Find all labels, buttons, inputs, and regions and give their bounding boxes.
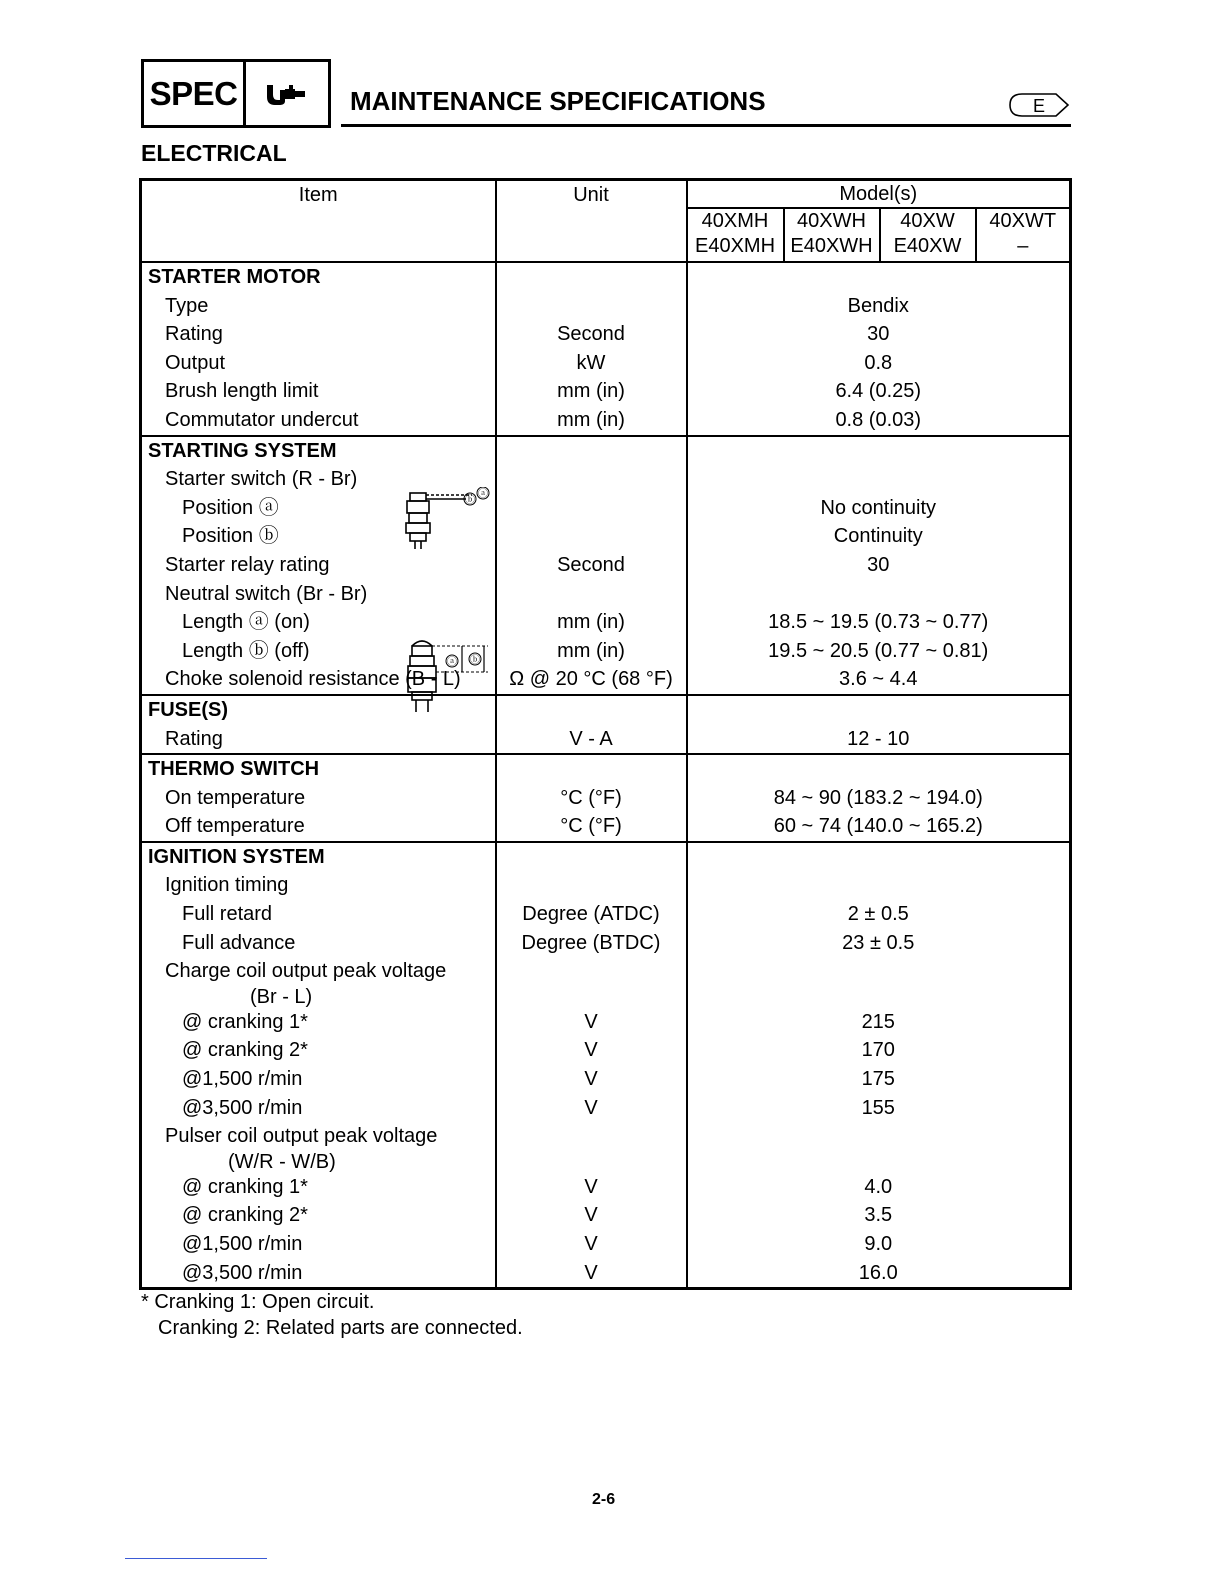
wrench-tab-icon xyxy=(246,62,328,125)
header-unit: Unit xyxy=(496,180,687,263)
thermo-switch-units: °C (°F) °C (°F) xyxy=(496,754,687,842)
starting-system-section xyxy=(141,436,1071,695)
starter-motor-values: Bendix 30 0.8 6.4 (0.25) 0.8 (0.03) xyxy=(687,262,1071,436)
starter-motor-section xyxy=(141,262,1071,436)
fuses-units: V - A xyxy=(496,695,687,754)
starting-system-values: No continuity Continuity 30 18.5 ~ 19.5 (0.73 ~ 0.77) 19.5 ~ 20.5 (0.77 ~ 0.81) 3.6 ~ 4.4 xyxy=(687,436,1071,695)
footnote-line-1: * Cranking 1: Open circuit. xyxy=(141,1291,375,1313)
neutral-switch-diagram xyxy=(404,632,494,722)
starting-system-units: Second mm (in) mm (in) Ω @ 20 °C (68 °F) xyxy=(496,436,687,695)
section-heading: FUSE(S) xyxy=(148,698,228,721)
starting-system-items: STARTING SYSTEM Starter switch (R - Br) Position ⓐ Position ⓑ Starter relay rating Neutral switch (Br - Br) Length ⓐ (on) Length ⓑ (off) Choke solenoid resistance (B - L) ⓑ ⓐ ⓐ ⓑ xyxy=(141,436,496,695)
language-badge-letter: E xyxy=(1032,96,1046,116)
page-title: MAINTENANCE SPECIFICATIONS xyxy=(350,86,766,116)
header-models xyxy=(687,180,1071,263)
svg-text:ⓐ: ⓐ xyxy=(447,656,457,668)
ignition-system-items: IGNITION SYSTEM Ignition timing Full retard Full advance Charge coil output peak voltage (Br - L) @ cranking 1* @ cranking 2* @1,500 r/min @3,500 r/min Pulser coil output peak voltage (W/R - W/B) @ cranking 1* @ cranking 2* @1,500 r/min @3,500 r/min xyxy=(141,842,496,1289)
bottom-rule xyxy=(125,1558,267,1559)
starter-motor-units: Second kW mm (in) mm (in) xyxy=(496,262,687,436)
diagram-label-b: ⓑ xyxy=(465,494,475,506)
thermo-switch-values: 84 ~ 90 (183.2 ~ 194.0) 60 ~ 74 (140.0 ~ 165.2) xyxy=(687,754,1071,842)
starter-motor-items: STARTER MOTOR Type Rating Output Brush length limit Commutator undercut xyxy=(141,262,496,436)
section-heading: IGNITION SYSTEM xyxy=(148,845,325,868)
starter-switch-diagram xyxy=(404,487,496,557)
ignition-system-section xyxy=(141,842,1071,1289)
header-models-title: Model(s) xyxy=(688,181,1070,209)
section-heading: STARTING SYSTEM xyxy=(148,439,337,462)
svg-text:ⓑ: ⓑ xyxy=(470,654,480,666)
table-header-row xyxy=(141,180,1071,263)
title-rule xyxy=(341,124,1071,127)
model-column: 40XWH E40XWH xyxy=(783,209,879,261)
section-heading: STARTER MOTOR xyxy=(148,266,321,288)
section-title: ELECTRICAL xyxy=(141,140,287,166)
footnote xyxy=(141,1289,523,1341)
section-heading: THERMO SWITCH xyxy=(148,758,320,781)
electrical-spec-table xyxy=(139,178,1072,1290)
ignition-system-units: Degree (ATDC) Degree (BTDC) V V V V V V V V xyxy=(496,842,687,1289)
model-column: 40XWT – xyxy=(975,209,1070,261)
model-column: 40XW E40XW xyxy=(879,209,975,261)
fuses-section xyxy=(141,695,1071,754)
thermo-switch-section xyxy=(141,754,1071,842)
spec-label: SPEC xyxy=(144,62,246,125)
spec-tab xyxy=(141,59,331,128)
thermo-switch-items: THERMO SWITCH On temperature Off temperature xyxy=(141,754,496,842)
diagram-label-a: ⓐ xyxy=(478,488,488,500)
page-number: 2-6 xyxy=(592,1491,616,1508)
footnote-line-2: Cranking 2: Related parts are connected. xyxy=(158,1317,523,1339)
header-item: Item xyxy=(298,184,338,206)
model-column: 40XMH E40XMH xyxy=(694,210,776,257)
fuses-values: 12 - 10 xyxy=(687,695,1071,754)
language-badge xyxy=(1008,92,1070,123)
fuses-items: FUSE(S) Rating xyxy=(141,695,496,754)
ignition-system-values: 2 ± 0.5 23 ± 0.5 215 170 175 155 4.0 3.5 9.0 16.0 xyxy=(687,842,1071,1289)
